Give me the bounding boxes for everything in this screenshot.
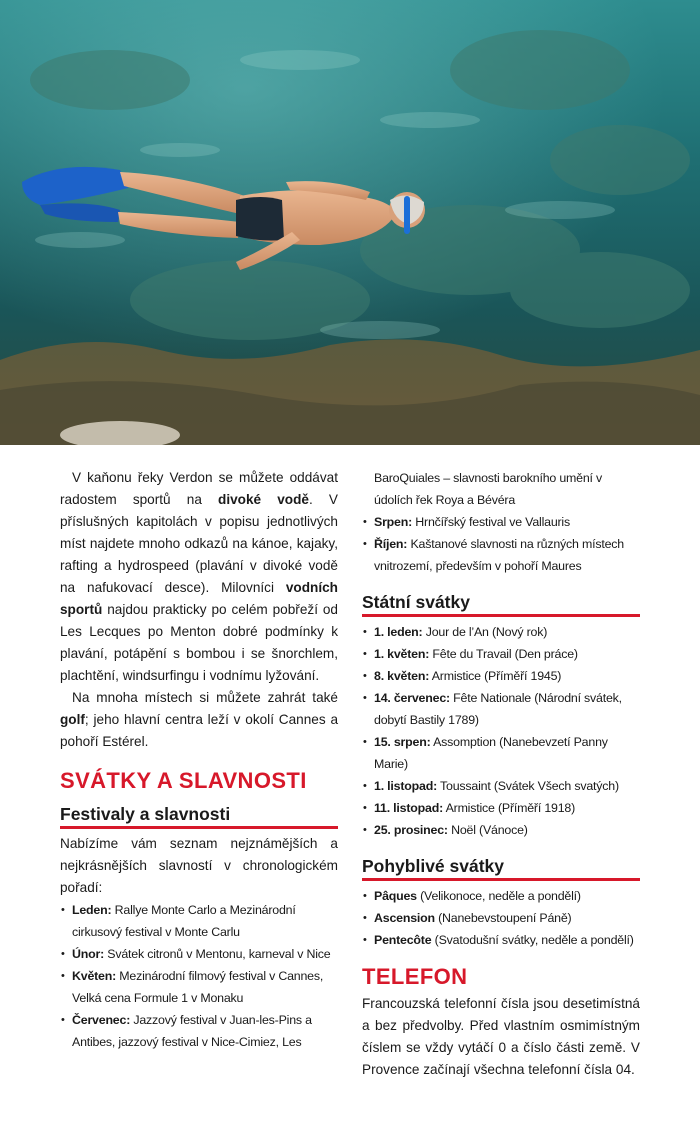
list-item: • 8. květen: Armistice (Příměří 1945) [362, 665, 640, 687]
list-item: • Červenec: Jazzový festival v Juan-les-Pins a Antibes, jazzový festival v Nice-Cimiez, Les [60, 1009, 338, 1053]
sports-paragraph: V kaňonu řeky Verdon se můžete oddávat radostem sportů na divoké vodě. V příslušných kapitolách v popisu jednotlivých míst najdete mnoho odkazů na kánoe, kajaky, rafting a hydrospeed (plavání v divoké vodě na nafukovací desce). Milovníci vodních sportů najdou prakticky po celém pobřeží od Les Lecques po Menton dobré podmínky k plavání, potápění s bombou i se šnorchlem, plachtění, windsurfingu i vodnímu lyžování. [60, 470, 338, 683]
list-item: • Srpen: Hrnčířský festival ve Vallauris [362, 511, 640, 533]
heading-state-holidays: Státní svátky [362, 591, 640, 617]
list-item: • Únor: Svátek citronů v Mentonu, karneval v Nice [60, 943, 338, 965]
section-title-phone: TELEFON [362, 964, 468, 989]
festivals-intro: Nabízíme vám seznam nejznámějších a nejkrásnějších slavností v chronologickém pořadí: [60, 836, 338, 895]
list-item: • Ascension (Nanebevstoupení Páně) [362, 907, 640, 929]
right-column [362, 467, 640, 1081]
list-item: • Leden: Rallye Monte Carlo a Mezinárodní cirkusový festival v Monte Carlu [60, 899, 338, 943]
list-item: • Říjen: Kaštanové slavnosti na různých místech vnitrozemí, především v pohoří Maures [362, 533, 640, 577]
section-title-holidays: SVÁTKY A SLAVNOSTI [60, 768, 307, 793]
list-item: • Květen: Mezinárodní filmový festival v Cannes, Velká cena Formule 1 v Monaku [60, 965, 338, 1009]
festival-list [60, 899, 338, 1053]
festival-list-continued [362, 467, 640, 577]
list-item-continuation: BaroQuiales – slavnosti barokního umění v údolích řek Roya a Bévéra [374, 471, 603, 507]
list-item: • 14. červenec: Fête Nationale (Národní svátek, dobytí Bastily 1789) [362, 687, 640, 731]
state-holiday-list [362, 621, 640, 841]
snorkeler-photo [0, 0, 700, 445]
movable-holiday-list [362, 885, 640, 951]
list-item: • 15. srpen: Assomption (Nanebevzetí Panny Marie) [362, 731, 640, 775]
golf-paragraph: Na mnoha místech si můžete zahrát také golf; jeho hlavní centra leží v okolí Cannes a pohoří Estérel. [60, 690, 338, 749]
phone-paragraph: Francouzská telefonní čísla jsou desetimístná a bez předvolby. Před vlastním osmimístným číslem se vždy vytáčí 0 a číslo části země. V Provence začínají všechna telefonní čísla 04. [362, 996, 640, 1077]
list-item: • Pentecôte (Svatodušní svátky, neděle a pondělí) [362, 929, 640, 951]
list-item: • 25. prosinec: Noël (Vánoce) [362, 819, 640, 841]
list-item: • 1. listopad: Toussaint (Svátek Všech svatých) [362, 775, 640, 797]
list-item: • 1. leden: Jour de l’An (Nový rok) [362, 621, 640, 643]
heading-festivals: Festivaly a slavnosti [60, 803, 338, 829]
list-item: • 1. květen: Fête du Travail (Den práce) [362, 643, 640, 665]
left-column [60, 467, 338, 1053]
list-item: • 11. listopad: Armistice (Příměří 1918) [362, 797, 640, 819]
heading-movable-holidays: Pohyblivé svátky [362, 855, 640, 881]
list-item: • Pâques (Velikonoce, neděle a pondělí) [362, 885, 640, 907]
